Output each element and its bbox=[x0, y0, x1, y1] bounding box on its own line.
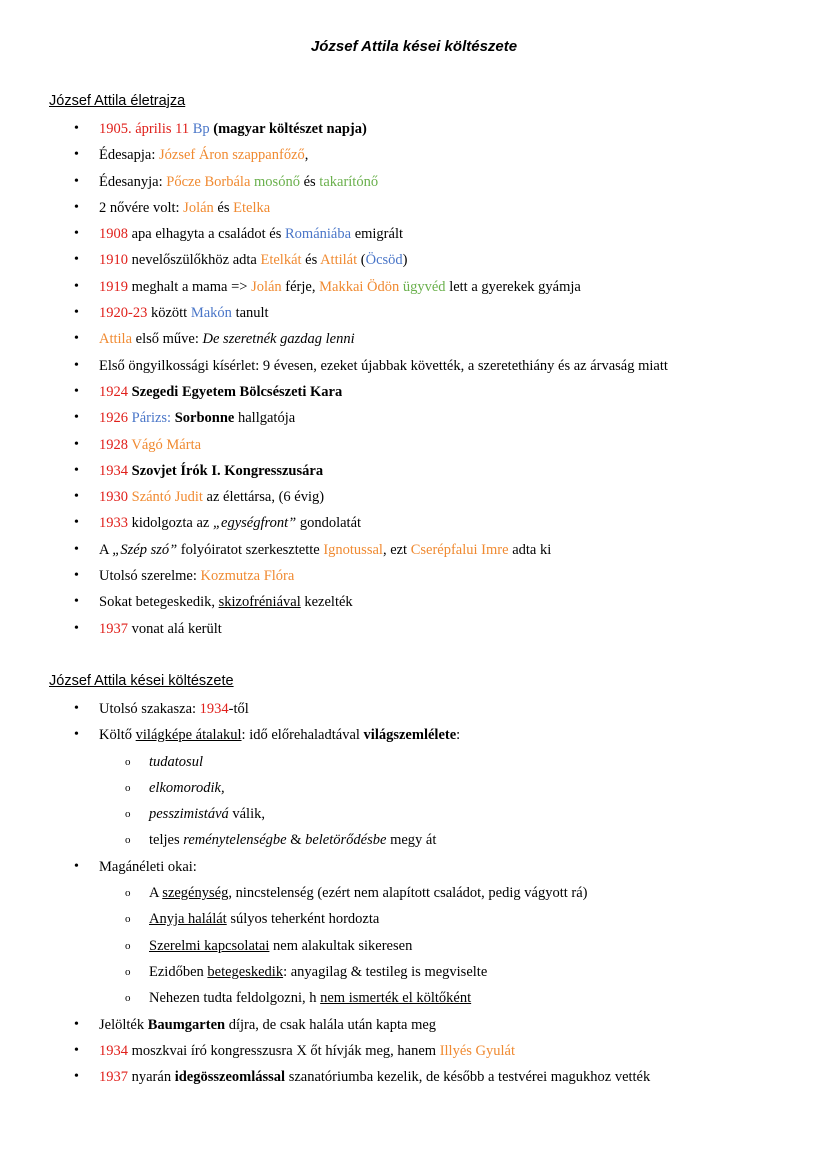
bullet-icon: • bbox=[74, 462, 79, 478]
text-run: nem alakultak sikeresen bbox=[269, 937, 413, 954]
list-item bbox=[0, 540, 828, 566]
text-run: „egységfront” bbox=[212, 515, 297, 532]
text-run: között bbox=[147, 305, 191, 322]
text-run: Ezidőben bbox=[149, 963, 208, 980]
text-run: vonat alá került bbox=[128, 620, 222, 637]
list-item bbox=[0, 619, 828, 645]
text-run: Jelölték bbox=[99, 1016, 148, 1033]
text-run: skizofréniával bbox=[218, 594, 301, 611]
list-item bbox=[0, 277, 828, 303]
list-item-text bbox=[99, 619, 222, 639]
text-run: teljes bbox=[149, 832, 184, 849]
bullet-icon: • bbox=[74, 1042, 79, 1058]
list-item-text bbox=[99, 277, 581, 297]
list-item-text bbox=[99, 592, 353, 612]
circle-bullet-icon: o bbox=[125, 887, 131, 900]
text-run: & bbox=[286, 832, 306, 849]
text-run: 1905. április 11 bbox=[99, 121, 190, 137]
circle-bullet-icon: o bbox=[125, 939, 131, 952]
bullet-icon: • bbox=[74, 1016, 79, 1032]
list-item bbox=[0, 699, 828, 725]
list-item bbox=[0, 145, 828, 171]
text-run: meghalt a mama => bbox=[128, 278, 252, 295]
text-run: emigrált bbox=[351, 226, 404, 243]
bullet-icon: • bbox=[74, 147, 79, 163]
text-run: és bbox=[299, 173, 320, 190]
text-run: kezelték bbox=[300, 594, 353, 611]
list-item-text bbox=[99, 224, 403, 244]
list-item-text bbox=[149, 988, 471, 1008]
list-item bbox=[0, 382, 828, 408]
sub-list-item bbox=[0, 909, 828, 935]
text-run: : idő előrehaladtával bbox=[241, 727, 364, 744]
bullet-icon: • bbox=[74, 858, 79, 874]
text-run: „Szép szó” bbox=[112, 541, 178, 558]
bullet-icon: • bbox=[74, 541, 79, 557]
section-heading-late-poetry: József Attila kései költészete bbox=[49, 673, 234, 689]
text-run: Párizs: bbox=[131, 410, 172, 427]
bullet-icon: • bbox=[74, 226, 79, 242]
circle-bullet-icon: o bbox=[125, 834, 131, 847]
bullet-icon: • bbox=[74, 436, 79, 452]
text-run: betegeskedik bbox=[207, 963, 284, 980]
list-item bbox=[0, 435, 828, 461]
circle-bullet-icon: o bbox=[125, 913, 131, 926]
text-run: A bbox=[99, 541, 113, 558]
list-item-text bbox=[149, 936, 412, 956]
text-run: és bbox=[213, 199, 234, 216]
text-run: világképe átalakul bbox=[135, 727, 242, 744]
text-run: De szeretnék gazdag lenni bbox=[202, 331, 355, 348]
bullet-icon: • bbox=[74, 199, 79, 215]
bullet-icon: • bbox=[74, 568, 79, 584]
text-run: apa elhagyta a családot és bbox=[128, 226, 286, 243]
text-run: és bbox=[301, 252, 321, 269]
list-item-text bbox=[99, 250, 408, 270]
bullet-icon: • bbox=[74, 383, 79, 399]
text-run: 2 nővére volt: bbox=[99, 199, 184, 216]
bullet-icon: • bbox=[74, 252, 79, 268]
text-run: az élettársa, (6 évig) bbox=[202, 489, 325, 506]
text-run: 1926 bbox=[99, 410, 128, 427]
text-run: 1934 bbox=[199, 701, 229, 717]
list-item-text bbox=[149, 830, 436, 850]
list-item bbox=[0, 356, 828, 382]
text-run: férje, bbox=[281, 278, 320, 295]
bullet-icon: • bbox=[74, 173, 79, 189]
text-run: nevelőszülőkhöz adta bbox=[128, 252, 261, 269]
list-item-text bbox=[99, 1041, 515, 1061]
circle-bullet-icon: o bbox=[125, 755, 131, 768]
text-run: ( bbox=[357, 252, 366, 269]
list-item-text bbox=[99, 119, 367, 139]
list-item-text bbox=[99, 172, 378, 192]
list-item-text bbox=[99, 1067, 650, 1087]
text-run: , bbox=[304, 147, 309, 164]
text-run: Édesanyja: bbox=[99, 173, 167, 190]
text-run: Romániába bbox=[285, 226, 352, 243]
text-run: Attila bbox=[99, 331, 133, 348]
text-run: tanult bbox=[231, 305, 269, 322]
text-run: Édesapja: bbox=[99, 147, 159, 164]
text-run: kidolgozta az bbox=[128, 515, 213, 532]
document-title: József Attila kései költészete bbox=[310, 38, 518, 55]
text-run: Bp bbox=[192, 121, 210, 137]
text-run: gondolatát bbox=[296, 515, 362, 532]
list-item bbox=[0, 1015, 828, 1041]
text-run: 1937 bbox=[99, 1069, 128, 1086]
text-run: , nincstelenség (ezért nem alapított családot, pedig vágyott rá) bbox=[228, 885, 588, 902]
text-run: 1933 bbox=[99, 515, 128, 532]
text-run: adta ki bbox=[508, 541, 552, 558]
biography-list bbox=[0, 119, 828, 645]
bullet-icon: • bbox=[74, 121, 79, 136]
sub-list-item bbox=[0, 752, 828, 778]
list-item bbox=[0, 1067, 828, 1093]
list-item-text bbox=[99, 566, 294, 586]
text-run: Utolsó szerelme: bbox=[99, 568, 201, 585]
list-item bbox=[0, 172, 828, 198]
text-run: Ignotussal bbox=[323, 541, 383, 558]
text-run: 1910 bbox=[99, 252, 128, 269]
list-item-text bbox=[99, 540, 551, 560]
text-run: ügyvéd bbox=[402, 278, 446, 295]
text-run: Szegedi Egyetem Bölcsészeti Kara bbox=[131, 383, 343, 400]
list-item bbox=[0, 1041, 828, 1067]
text-run: 1934 bbox=[99, 1042, 128, 1059]
text-run: (magyar költészet napja) bbox=[213, 121, 367, 137]
text-run: elkomorodik, bbox=[149, 779, 225, 796]
text-run: 1937 bbox=[99, 620, 128, 637]
list-item-text bbox=[99, 513, 361, 533]
bullet-icon: • bbox=[74, 620, 79, 636]
text-run: , ezt bbox=[382, 541, 411, 558]
list-item-text bbox=[99, 857, 197, 877]
bullet-icon: • bbox=[74, 515, 79, 531]
sub-list-item bbox=[0, 804, 828, 830]
list-item-text bbox=[99, 1015, 436, 1035]
list-item bbox=[0, 224, 828, 250]
list-item bbox=[0, 408, 828, 434]
list-item-text bbox=[99, 382, 342, 402]
list-item-text bbox=[149, 962, 487, 982]
text-run: tudatosul bbox=[149, 753, 203, 770]
section-heading-biography: József Attila életrajza bbox=[49, 93, 186, 109]
text-run: első műve: bbox=[132, 331, 203, 348]
list-item bbox=[0, 250, 828, 276]
text-run: moszkvai író kongresszusra X őt hívják meg, hanem bbox=[128, 1042, 440, 1059]
text-run: Makkai Ödön bbox=[319, 278, 400, 295]
text-run: Etelkát bbox=[260, 252, 302, 269]
text-run: Jolán bbox=[251, 278, 282, 295]
text-run: Anyja halálát bbox=[149, 911, 227, 928]
text-run: Szerelmi kapcsolatai bbox=[149, 937, 270, 954]
sub-list-item bbox=[0, 936, 828, 962]
list-item bbox=[0, 725, 828, 751]
list-item-text bbox=[99, 461, 323, 481]
list-item bbox=[0, 566, 828, 592]
text-run: Jolán bbox=[183, 199, 214, 216]
sub-list-item bbox=[0, 988, 828, 1014]
text-run: pesszimistává bbox=[149, 806, 229, 823]
text-run: hallgatója bbox=[234, 410, 296, 427]
text-run: Öcsöd bbox=[365, 252, 403, 269]
text-run: Vágó Márta bbox=[131, 436, 202, 453]
list-item bbox=[0, 592, 828, 618]
text-run: szegénység bbox=[162, 885, 229, 902]
list-item bbox=[0, 461, 828, 487]
list-item-text bbox=[149, 909, 379, 929]
bullet-icon: • bbox=[74, 701, 79, 716]
text-run: 1928 bbox=[99, 436, 128, 453]
text-run: Első öngyilkossági kísérlet: 9 évesen, ezeket újabbak követték, a szeretethiány és az árvaság miatt bbox=[99, 357, 668, 374]
text-run: Pőcze Borbála bbox=[166, 173, 251, 190]
list-item-text bbox=[99, 145, 308, 165]
text-run: Baumgarten bbox=[147, 1016, 226, 1033]
list-item-text bbox=[99, 435, 201, 455]
bullet-icon: • bbox=[74, 278, 79, 294]
text-run: szanatóriumba kezelik, de később a testvérei magukhoz vették bbox=[285, 1069, 651, 1086]
text-run: Etelka bbox=[233, 199, 271, 216]
text-run: Szovjet Írók I. Kongresszusára bbox=[131, 462, 324, 479]
list-item bbox=[0, 119, 828, 145]
text-run: beletörődésbe bbox=[305, 832, 387, 849]
bullet-icon: • bbox=[74, 727, 79, 743]
list-item-text bbox=[99, 198, 270, 218]
text-run: Sorbonne bbox=[174, 410, 235, 427]
list-item-text bbox=[149, 752, 203, 772]
circle-bullet-icon: o bbox=[125, 781, 131, 794]
text-run: Makón bbox=[190, 305, 232, 322]
list-item bbox=[0, 513, 828, 539]
text-run: Nehezen tudta feldolgozni, h bbox=[149, 990, 321, 1007]
list-item bbox=[0, 857, 828, 883]
circle-bullet-icon: o bbox=[125, 808, 131, 821]
text-run: Kozmutza Flóra bbox=[200, 568, 295, 585]
text-run: válik, bbox=[228, 806, 265, 823]
late-poetry-list bbox=[0, 699, 828, 1093]
text-run: 1908 bbox=[99, 226, 128, 243]
sub-list-item bbox=[0, 962, 828, 988]
bullet-icon: • bbox=[74, 357, 79, 373]
text-run: idegösszeomlással bbox=[174, 1069, 286, 1086]
list-item-text bbox=[99, 487, 324, 507]
text-run: ) bbox=[402, 252, 408, 269]
text-run: Illyés Gyulát bbox=[439, 1042, 515, 1059]
text-run: 1924 bbox=[99, 383, 128, 400]
text-run: reménytelenségbe bbox=[183, 832, 287, 849]
text-run: : bbox=[456, 727, 461, 744]
text-run: -től bbox=[228, 701, 249, 717]
bullet-icon: • bbox=[74, 1069, 79, 1085]
list-item-text bbox=[149, 778, 225, 798]
sub-list-item bbox=[0, 883, 828, 909]
list-item-text bbox=[149, 804, 265, 824]
text-run: folyóiratot szerkesztette bbox=[177, 541, 324, 558]
bullet-icon: • bbox=[74, 305, 79, 321]
list-item bbox=[0, 198, 828, 224]
text-run: : anyagilag & testileg is megviselte bbox=[283, 963, 488, 980]
list-item-text bbox=[99, 329, 355, 349]
text-run: Magánéleti okai: bbox=[99, 858, 197, 875]
text-run: súlyos teherként hordozta bbox=[226, 911, 380, 928]
sub-list-item bbox=[0, 778, 828, 804]
list-item-text bbox=[99, 303, 269, 323]
sub-list-item bbox=[0, 830, 828, 856]
list-item bbox=[0, 487, 828, 513]
text-run: Cserépfalui Imre bbox=[410, 541, 509, 558]
bullet-icon: • bbox=[74, 594, 79, 610]
text-run: világszemlélete bbox=[363, 727, 457, 744]
list-item bbox=[0, 303, 828, 329]
text-run: mosónő bbox=[254, 173, 300, 190]
list-item-text bbox=[99, 356, 668, 376]
text-run: takarítónő bbox=[319, 173, 379, 190]
list-item-text bbox=[99, 699, 249, 719]
list-item-text bbox=[149, 883, 587, 903]
text-run: nem ismerték el költőként bbox=[320, 990, 472, 1007]
text-run: megy át bbox=[386, 832, 437, 849]
text-run: nyarán bbox=[128, 1069, 175, 1086]
bullet-icon: • bbox=[74, 489, 79, 505]
text-run: 1930 bbox=[99, 489, 128, 506]
bullet-icon: • bbox=[74, 331, 79, 347]
text-run: A bbox=[149, 885, 163, 902]
text-run: 1919 bbox=[99, 278, 128, 295]
text-run: díjra, de csak halála után kapta meg bbox=[225, 1016, 437, 1033]
text-run: lett a gyerekek gyámja bbox=[445, 278, 581, 295]
circle-bullet-icon: o bbox=[125, 992, 131, 1005]
text-run: Szántó Judit bbox=[131, 489, 203, 506]
text-run: Attilát bbox=[320, 252, 358, 269]
list-item-text bbox=[99, 408, 295, 428]
list-item bbox=[0, 329, 828, 355]
text-run: 1920-23 bbox=[99, 305, 148, 322]
text-run: József Áron szappanfőző bbox=[159, 147, 305, 164]
text-run: Költő bbox=[99, 727, 136, 744]
bullet-icon: • bbox=[74, 410, 79, 426]
text-run: Sokat betegeskedik, bbox=[99, 594, 219, 611]
text-run: 1934 bbox=[99, 462, 128, 479]
list-item-text bbox=[99, 725, 460, 745]
text-run: Utolsó szakasza: bbox=[99, 701, 200, 717]
circle-bullet-icon: o bbox=[125, 965, 131, 978]
